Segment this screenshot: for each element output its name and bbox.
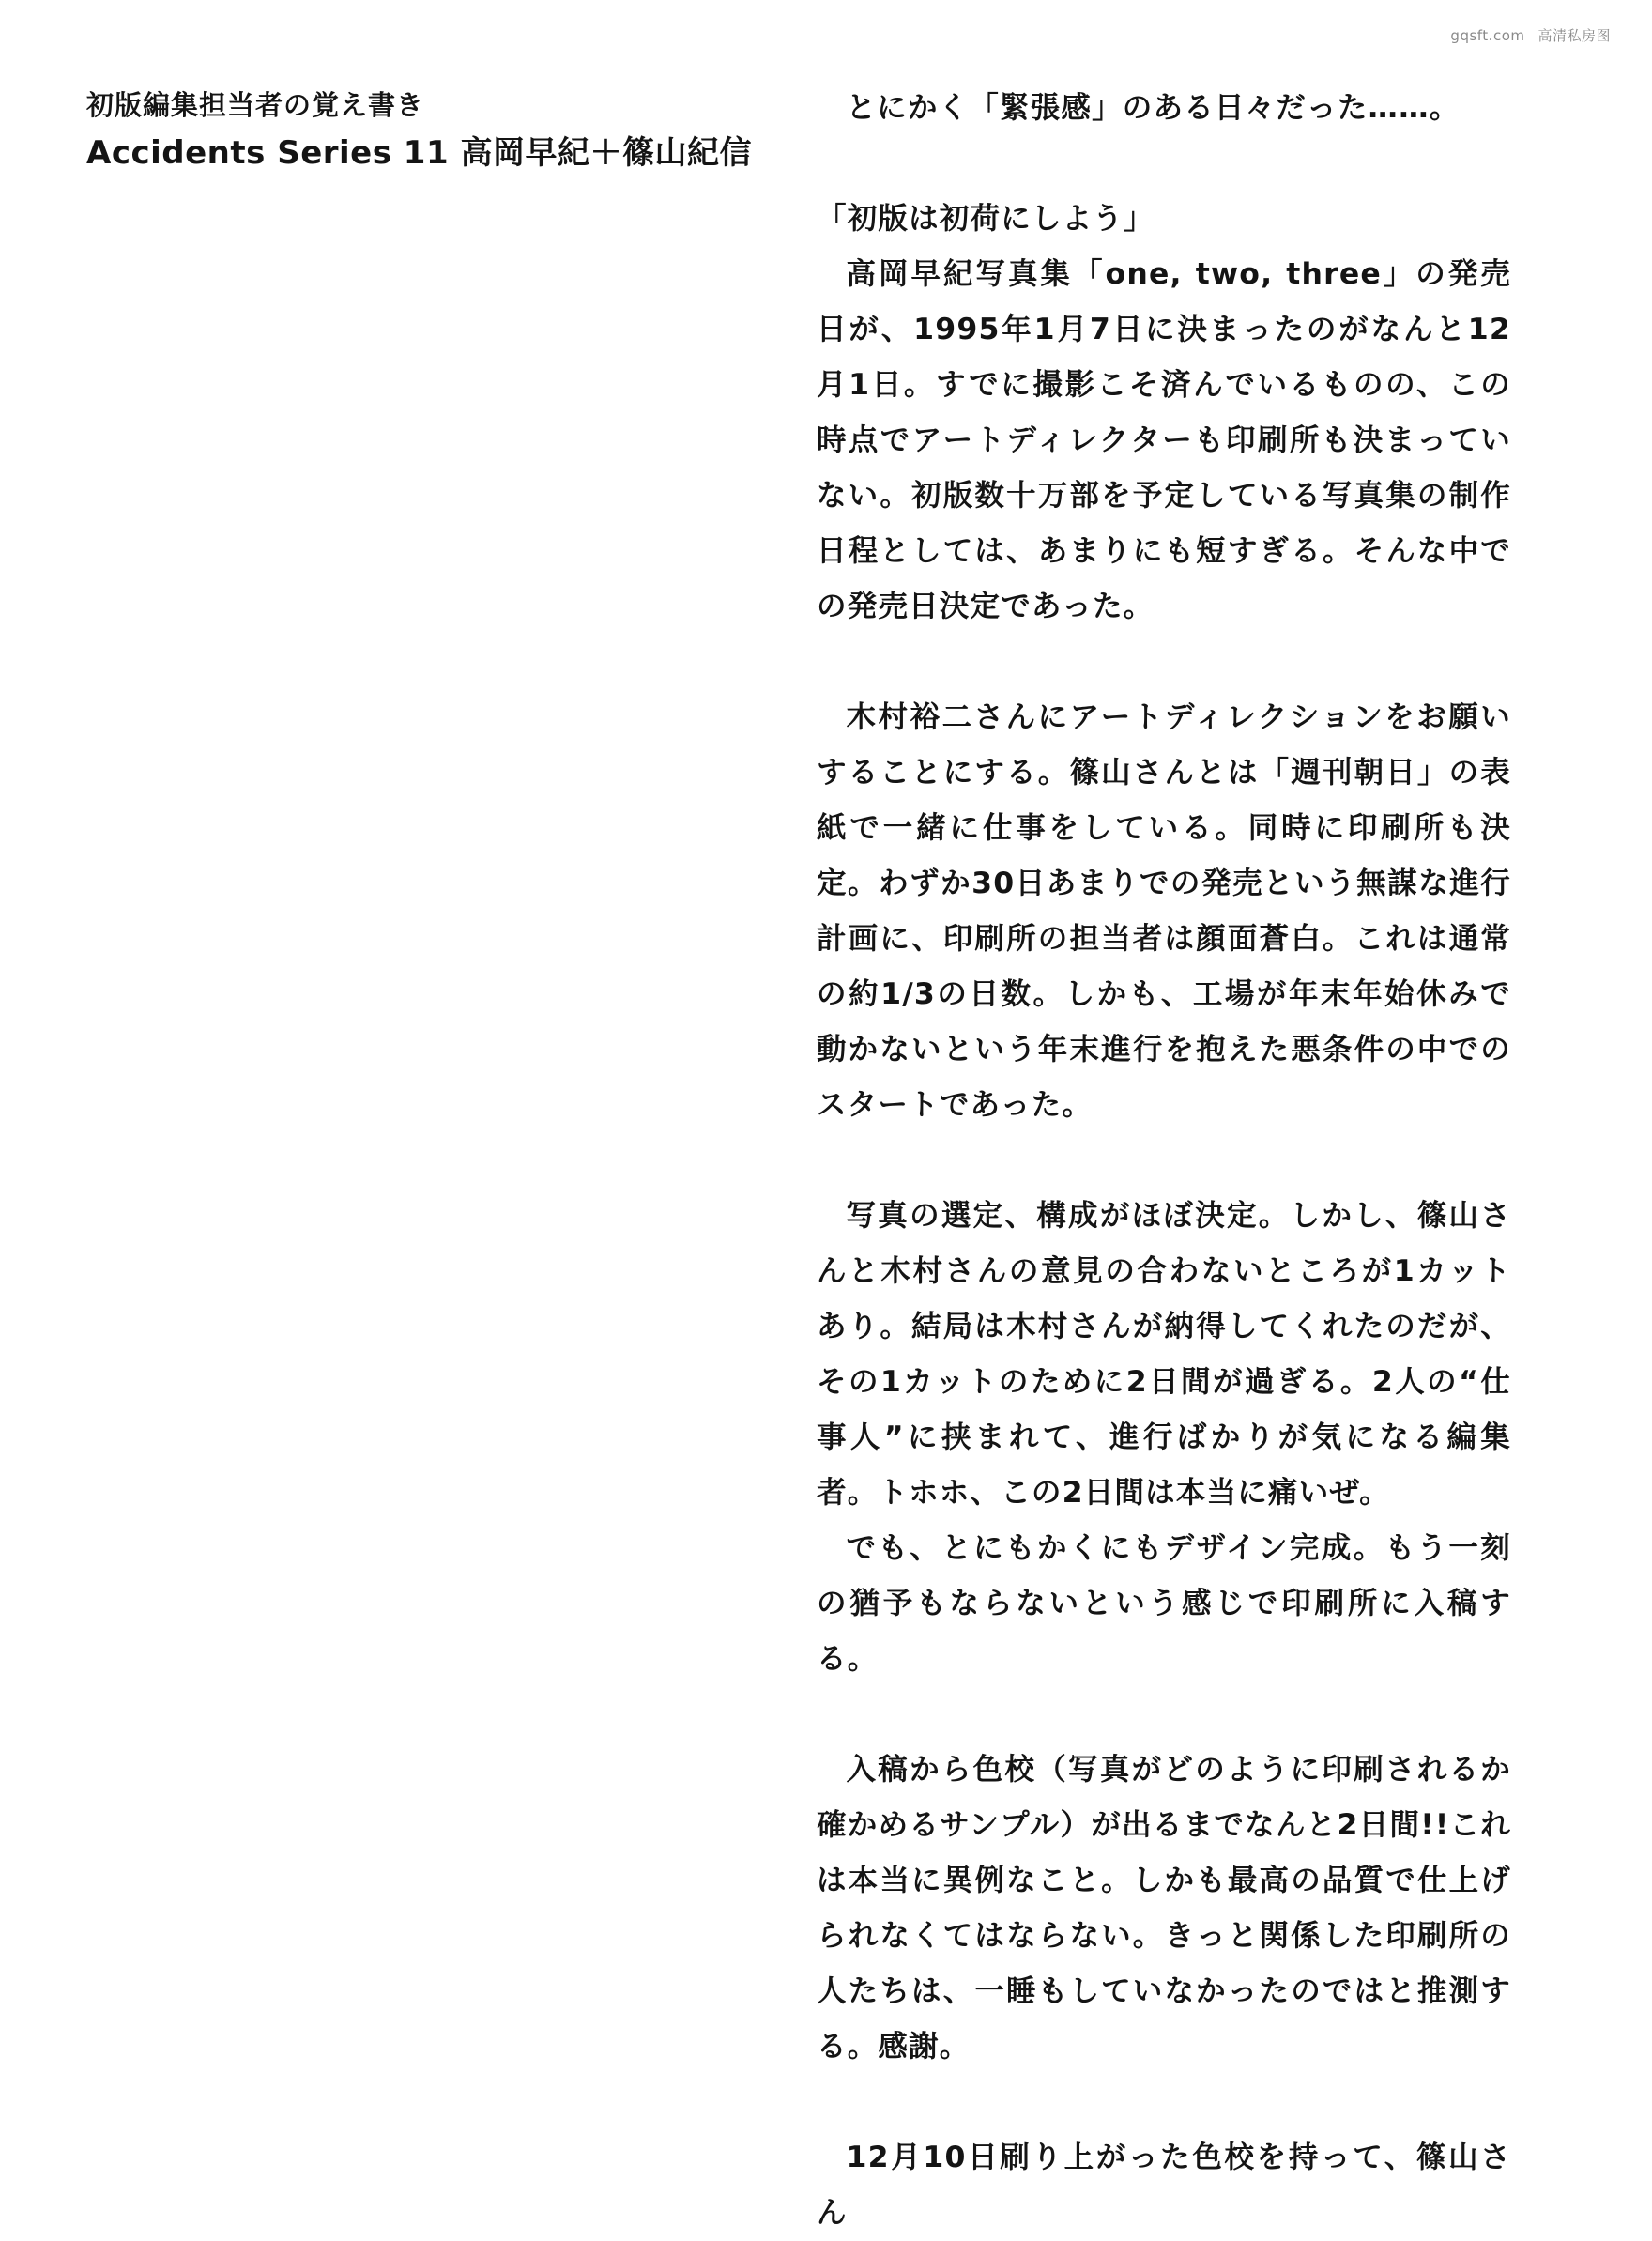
article-paragraph-2: 木村裕二さんにアートディレクションをお願いすることにする。篠山さんとは「週刊朝日」の表紙で一緒に仕事をしている。同時に印刷所も決定。わずか30日あまりでの発売という無謀な進行計画に、印刷所の担当者は顔面蒼白。これは通常の約1/3の日数。しかも、工場が年末年始休みで動かないという年末進行を抱えた悪条件の中でのスタートであった。	[817, 700, 1511, 1122]
article-paragraph-3: 写真の選定、構成がほぼ決定。しかし、篠山さんと木村さんの意見の合わないところが1カットあり。結局は木村さんが納得してくれたのだが、その1カットのために2日間が過ぎる。2人の“仕事人”に挟まれて、進行ばかりが気になる編集者。トホホ、この2日間は本当に痛いぜ。	[817, 1199, 1511, 1510]
spacer	[817, 136, 1511, 192]
header-subtitle: 初版編集担当者の覚え書き	[86, 89, 425, 121]
spacer	[817, 1687, 1511, 1742]
article-column	[817, 81, 1511, 2241]
article-paragraph-4: でも、とにもかくにもデザイン完成。もう一刻の猶予もならないという感じで印刷所に入稿する。	[817, 1531, 1511, 1676]
section-heading: 「初版は初荷にしよう」	[817, 202, 1155, 236]
header-title: Accidents Series 11 高岡早紀＋篠山紀信	[86, 134, 752, 172]
page-header	[86, 84, 752, 177]
watermark-site: gqsft.com	[1450, 27, 1525, 44]
article-paragraph-6: 12月10日刷り上がった色校を持って、篠山さん	[817, 2141, 1511, 2230]
article-paragraph-5: 入稿から色校（写真がどのように印刷されるか確かめるサンプル）が出るまでなんと2日間!!これは本当に異例なこと。しかも最高の品質で仕上げられなくてはならない。きっと関係した印刷所の人たちは、一睡もしていなかったのではと推測する。感謝。	[817, 1753, 1511, 2064]
spacer	[817, 1133, 1511, 1189]
article-opening: とにかく「緊張感」のある日々だった……。	[846, 91, 1461, 125]
article-paragraph-1: 高岡早紀写真集「one, two, three」の発売日が、1995年1月7日に決まったのがなんと12月1日。すでに撮影こそ済んでいるものの、この時点でアートディレクターも印刷所も決まっていない。初版数十万部を予定している写真集の制作日程としては、あまりにも短すぎる。そんな中での発売日決定であった。	[817, 257, 1511, 623]
spacer	[817, 2075, 1511, 2130]
watermark	[1437, 25, 1611, 45]
watermark-label: 高清私房图	[1537, 27, 1611, 44]
spacer	[817, 635, 1511, 690]
